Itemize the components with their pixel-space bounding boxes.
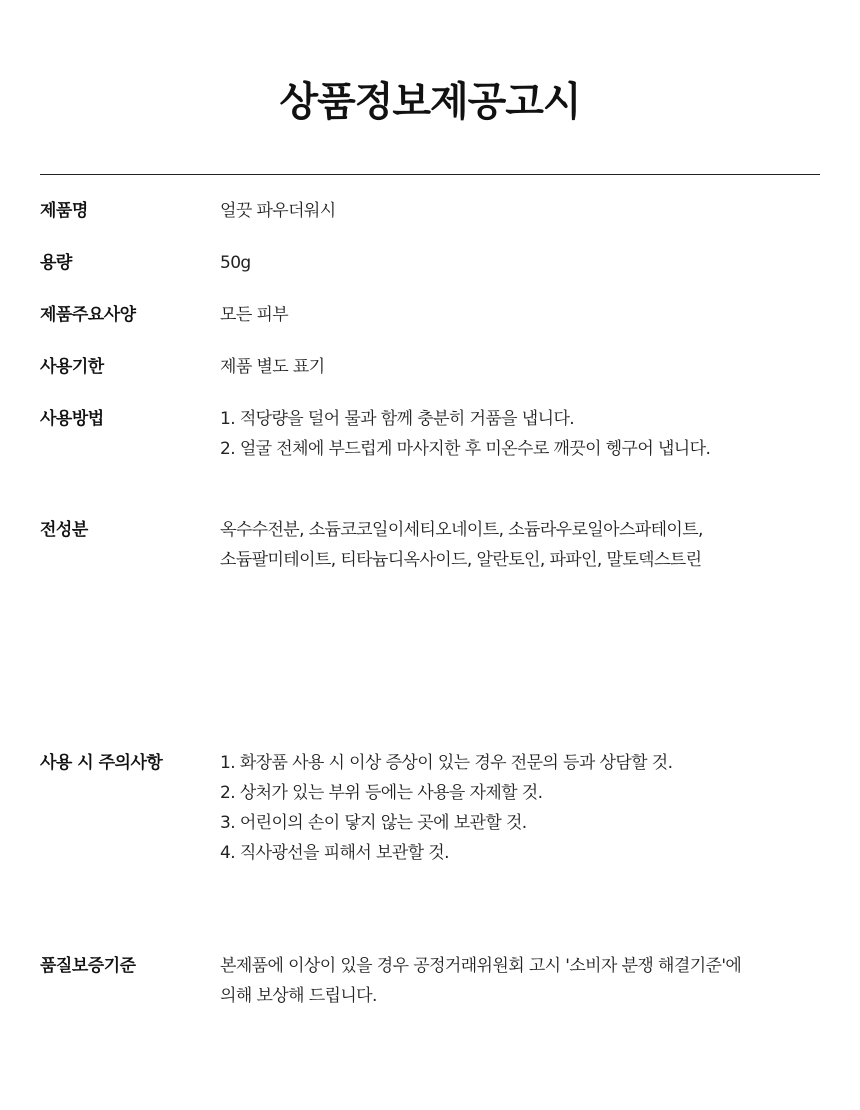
value-line: 2. 얼굴 전체에 부드럽게 마사지한 후 미온수로 깨끗이 헹구어 냅니다. — [220, 439, 711, 459]
row-label: 용량 — [40, 253, 72, 273]
row-label: 제품주요사양 — [40, 305, 136, 325]
row-value — [220, 748, 810, 868]
row-value — [220, 248, 810, 278]
row-value — [220, 352, 810, 382]
value-line: 4. 직사광선을 피해서 보관할 것. — [220, 843, 449, 863]
value-line: 소듐팔미테이트, 티타늄디옥사이드, 알란토인, 파파인, 말토덱스트린 — [220, 550, 702, 570]
row-value — [220, 951, 810, 1011]
value-line: 3. 어린이의 손이 닿지 않는 곳에 보관할 것. — [220, 813, 527, 833]
row-label: 사용 시 주의사항 — [40, 753, 163, 773]
row-value — [220, 404, 810, 464]
row-label: 사용기한 — [40, 357, 104, 377]
value-line: 50g — [220, 253, 251, 273]
row-label: 제품명 — [40, 201, 88, 221]
row-value — [220, 300, 810, 330]
row-value — [220, 515, 810, 575]
value-line: 옥수수전분, 소듐코코일이세티오네이트, 소듐라우로일아스파테이트, — [220, 520, 703, 540]
row-label: 사용방법 — [40, 409, 104, 429]
page-title: 상품정보제공고시 — [279, 79, 581, 125]
value-line: 얼끗 파우더워시 — [220, 201, 336, 221]
row-label: 전성분 — [40, 520, 88, 540]
row-label: 품질보증기준 — [40, 956, 136, 976]
row-value — [220, 196, 810, 226]
value-line: 모든 피부 — [220, 305, 289, 325]
value-line: 2. 상처가 있는 부위 등에는 사용을 자제할 것. — [220, 783, 543, 803]
value-line: 1. 적당량을 덜어 물과 함께 충분히 거품을 냅니다. — [220, 409, 575, 429]
title-divider — [40, 174, 820, 175]
value-line: 1. 화장품 사용 시 이상 증상이 있는 경우 전문의 등과 상담할 것. — [220, 753, 673, 773]
value-line: 본제품에 이상이 있을 경우 공정거래위원회 고시 '소비자 분쟁 해결기준'에 — [220, 956, 742, 976]
value-line: 의해 보상해 드립니다. — [220, 986, 377, 1006]
value-line: 제품 별도 표기 — [220, 357, 325, 377]
